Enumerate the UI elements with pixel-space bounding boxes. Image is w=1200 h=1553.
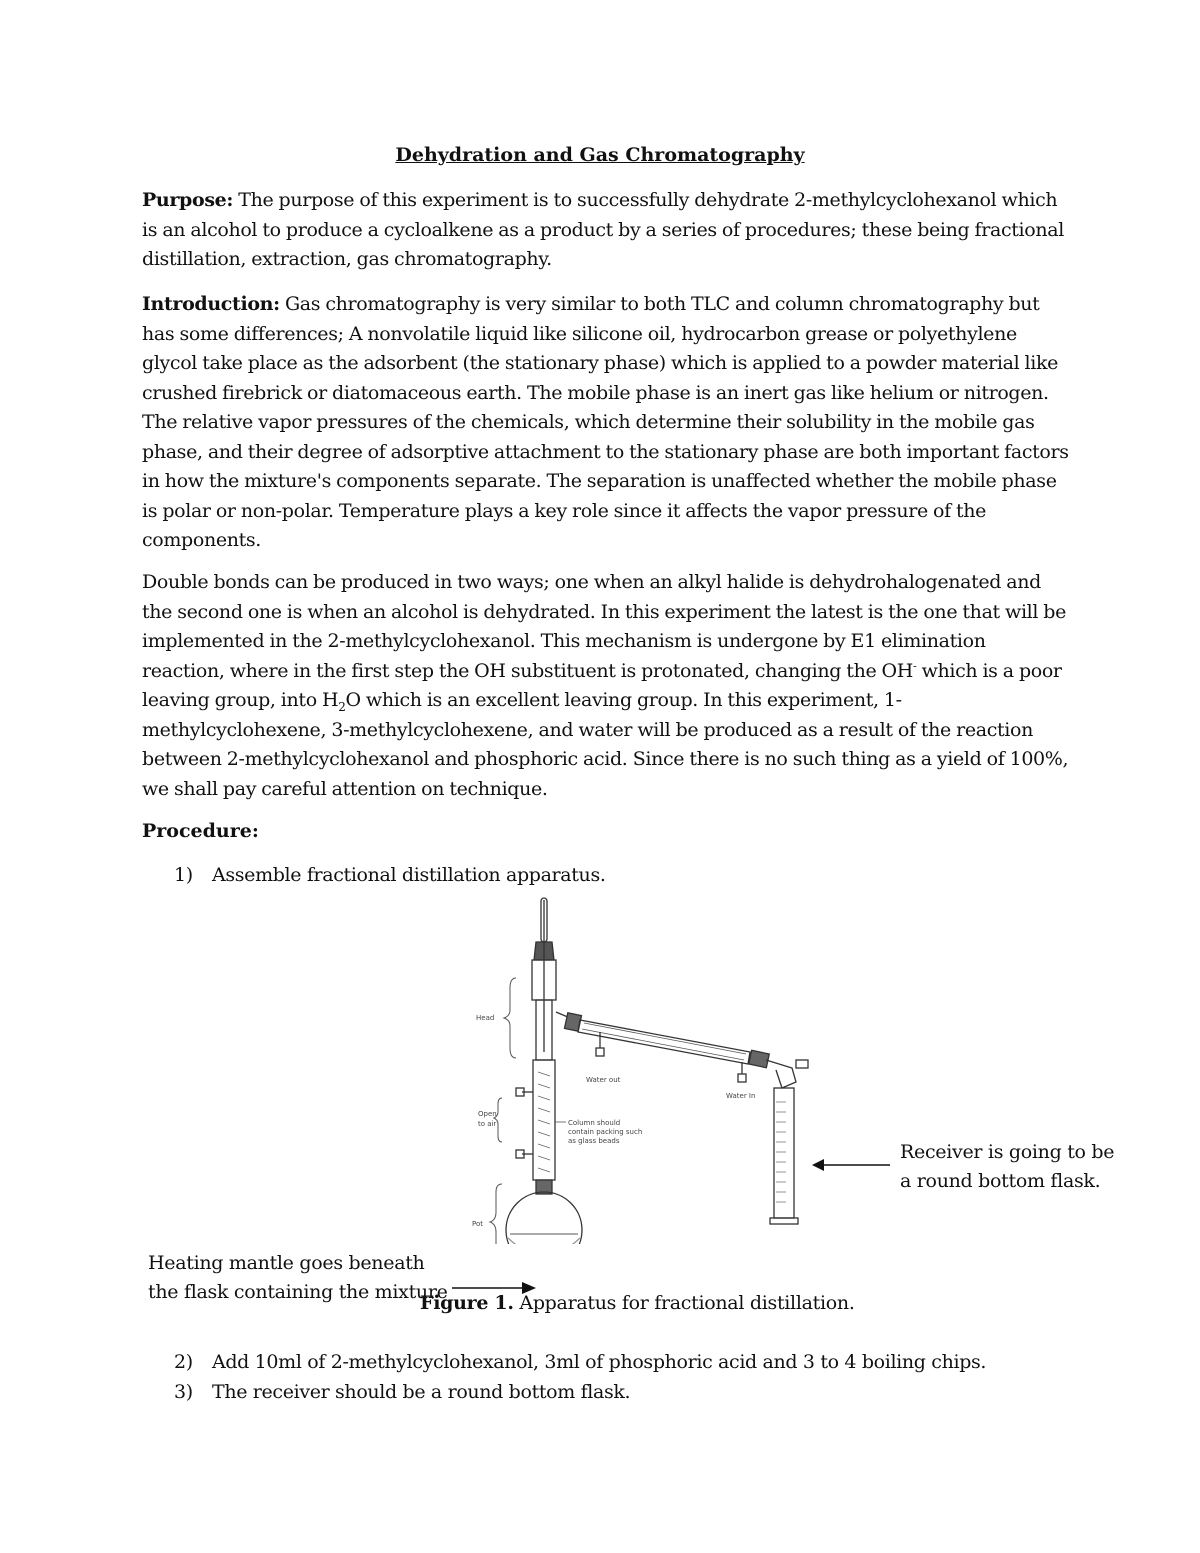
label-water-in: Water In [726, 1092, 756, 1100]
introduction-label: Introduction: [142, 293, 280, 315]
document-title: Dehydration and Gas Chromatography [395, 144, 805, 166]
double-bonds-text-1: Double bonds can be produced in two ways; one when an alkyl halide is dehydrohalogenated and the second one is when an alcohol is dehydrated. In this experiment the latest is the one that will be implemented in the 2-methylcyclohexanol. This mechanism is undergone by E1 elimination reaction, where in the first step the OH substituent is protonated, changing the OH [142, 571, 1067, 682]
figure-caption: Figure 1. Apparatus for fractional distillation. [420, 1292, 855, 1314]
hydroxide-superscript: - [913, 659, 917, 673]
label-column-3: as glass beads [568, 1137, 620, 1145]
double-bonds-text-2: which is a poor leaving group, into H [142, 659, 1062, 711]
purpose-label: Purpose: [142, 189, 234, 211]
label-open-to-air-2: to air [478, 1120, 497, 1128]
label-head: Head [476, 1014, 495, 1022]
procedure-heading: Procedure: [142, 820, 259, 842]
label-column-1: Column should [568, 1119, 621, 1127]
heating-note: Heating mantle goes beneath the flask containing the mixture [148, 1252, 448, 1303]
double-bonds-text-3: O which is an excellent leaving group. In this experiment, 1-methylcyclohexene, 3-methylcyclohexene, and water will be produced as a result of the reaction between 2-methylcyclohexanol and phosphoric acid. Since there is no such thing as a yield of 100%, we shall pay careful attention on technique. [142, 689, 1069, 800]
procedure-step-2: 2) Add 10ml of 2-methylcyclohexanol, 3ml of phosphoric acid and 3 to 4 boiling chips. [174, 1351, 987, 1373]
introduction-text: Gas chromatography is very similar to both TLC and column chromatography but has some differences; A nonvolatile liquid like silicone oil, hydrocarbon grease or polyethylene glycol take place as the adsorbent (the stationary phase) which is applied to a powder material like crushed firebrick or diatomaceous earth. The mobile phase is an inert gas like helium or nitrogen. The relative vapor pressures of the chemicals, which determine their solubility in the mobile gas phase, and their degree of adsorptive attachment to the stationary phase are both important factors in how the mixture's components separate. The separation is unaffected whether the mobile phase is polar or non-polar. Temperature plays a key role since it affects the vapor pressure of the components. [142, 293, 1069, 551]
purpose-text: The purpose of this experiment is to successfully dehydrate 2-methylcyclohexanol which is an alcohol to produce a cycloalkene as a product by a series of procedures; these being fractional distillation, extraction, gas chromatography. [142, 189, 1064, 270]
label-pot: Pot [472, 1220, 483, 1228]
label-column-2: contain packing such [568, 1128, 643, 1136]
distillation-apparatus-figure [460, 892, 820, 1244]
receiver-arrow-icon [810, 1156, 894, 1174]
purpose-paragraph [142, 186, 1072, 275]
receiver-note: Receiver is going to be a round bottom flask. [900, 1141, 1115, 1192]
double-bonds-paragraph [142, 568, 1072, 804]
water-subscript: 2 [338, 699, 346, 714]
procedure-step-1: 1) Assemble fractional distillation apparatus. [174, 864, 606, 886]
label-open-to-air-1: Open [478, 1110, 497, 1118]
label-water-out: Water out [586, 1076, 621, 1084]
introduction-paragraph [142, 290, 1072, 556]
procedure-step-3: 3) The receiver should be a round bottom flask. [174, 1381, 631, 1403]
